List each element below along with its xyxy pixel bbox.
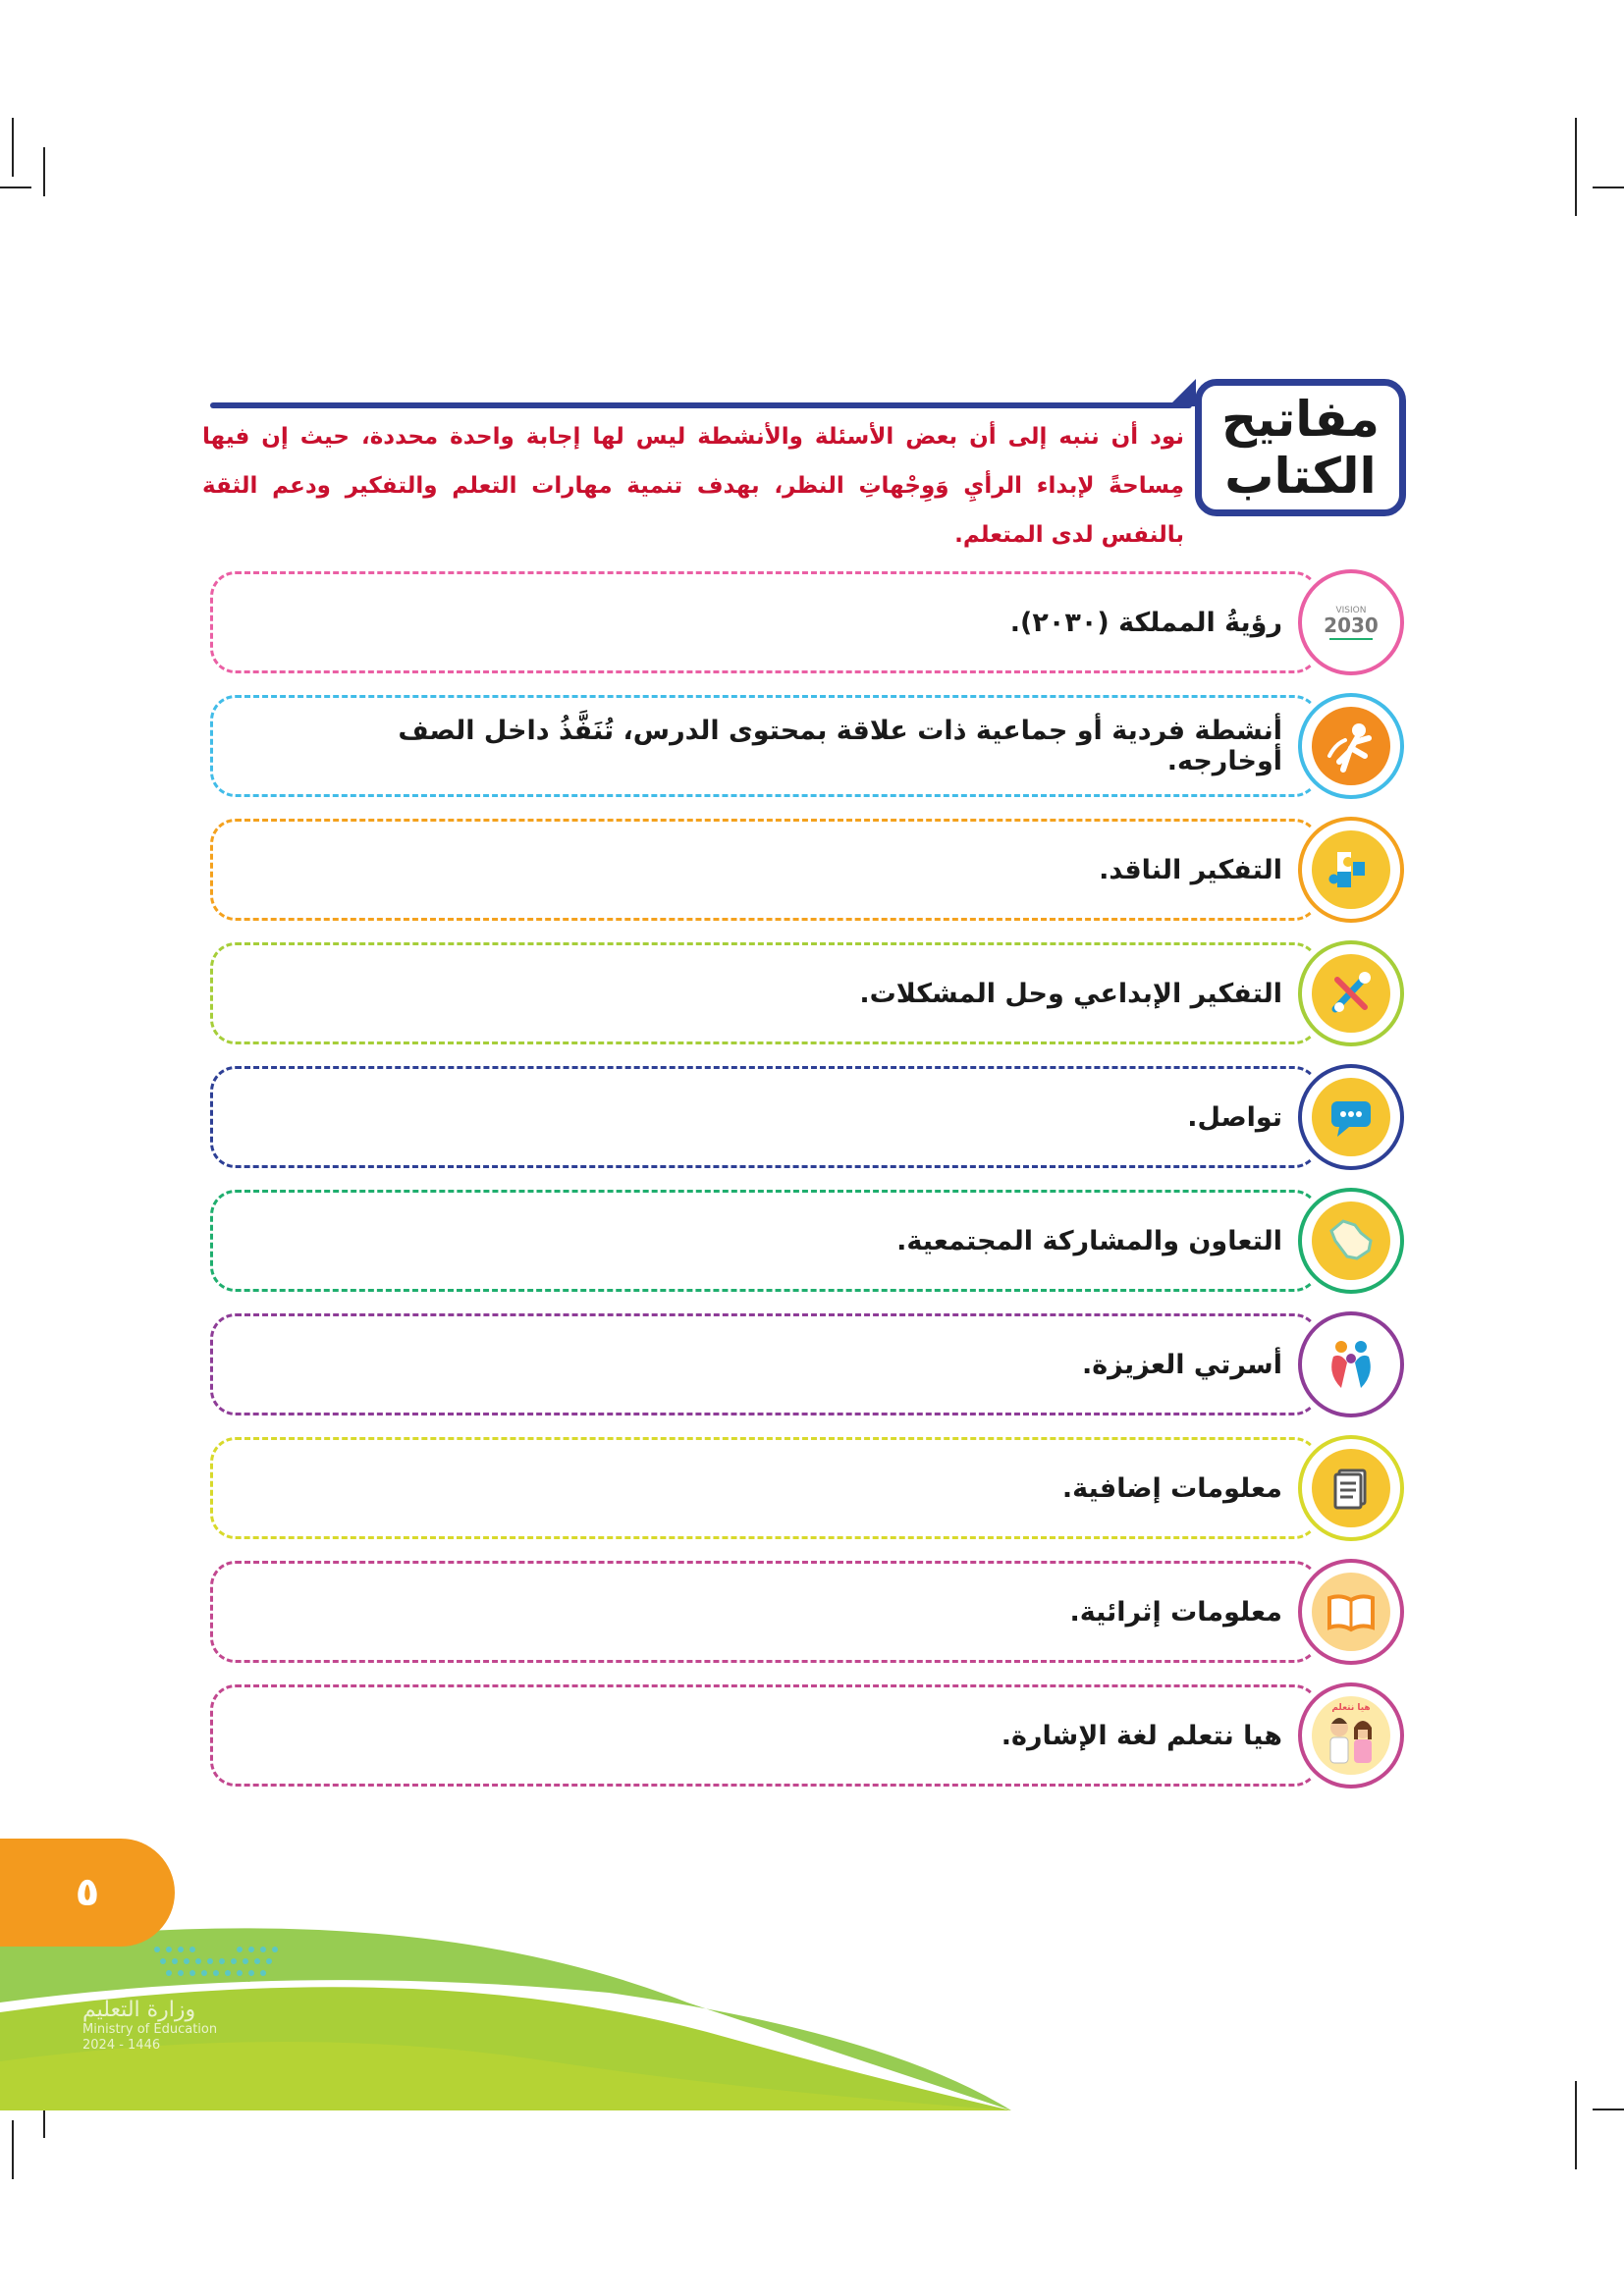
icon-badge <box>1298 693 1404 799</box>
section-title-box <box>1195 379 1406 516</box>
item-label: أسرتي العزيزة. <box>1081 1349 1282 1380</box>
crop-mark <box>1593 187 1624 188</box>
item-label: التفكير الإبداعي وحل المشكلات. <box>859 978 1282 1009</box>
list-item <box>210 695 1408 801</box>
puzzle-icon <box>1324 842 1379 897</box>
vision-logo-year: 2030 <box>1324 614 1379 637</box>
icon-badge <box>1298 1064 1404 1170</box>
page-number-text: ٥ <box>75 1870 100 1915</box>
page-number <box>0 1839 175 1947</box>
icon-badge <box>1298 1311 1404 1417</box>
item-label: التعاون والمشاركة المجتمعية. <box>896 1225 1282 1256</box>
list-item <box>210 1190 1408 1296</box>
saudi-map-icon <box>1322 1211 1380 1270</box>
item-label: أنشطة فردية أو جماعية ذات علاقة بمحتوى الدرس، تُنَفَّذُ داخل الصف أوخارجه. <box>398 716 1282 776</box>
icon-badge <box>1298 940 1404 1046</box>
crop-mark <box>43 147 45 196</box>
list-item <box>210 1066 1408 1172</box>
icon-badge <box>1298 1559 1404 1665</box>
list-item <box>210 1561 1408 1667</box>
tools-icon <box>1324 966 1379 1021</box>
icon-badge <box>1298 1435 1404 1541</box>
chat-bubble-icon <box>1324 1090 1379 1145</box>
sign-badge-text: هيا نتعلم <box>1331 1703 1371 1713</box>
vision-2030-logo <box>1312 583 1390 662</box>
ministry-logo-dots <box>147 1942 295 1981</box>
item-label: معلومات إثرائية. <box>1069 1596 1282 1628</box>
section-title-line2: الكتاب <box>1224 448 1377 505</box>
edition-year: 2024 - 1446 <box>82 2038 161 2053</box>
item-label: رؤيةُ المملكة (٢٠٣٠). <box>1009 607 1282 638</box>
icon-badge <box>1298 569 1404 675</box>
intro-paragraph: نود أن ننبه إلى أن بعض الأسئلة والأنشطة ليس لها إجابة واحدة محددة، حيث إن فيها مِساحةً لإبداء الرأيِ وَوِجْهاتِ النظر، بهدف تنمية مهارات التعلم والتفكير ودعم الثقة بالنفس لدى المتعلم. <box>202 424 1184 548</box>
icon-badge <box>1298 1188 1404 1294</box>
activity-figure-icon <box>1322 717 1380 775</box>
crop-mark <box>0 187 31 188</box>
icon-badge <box>1298 817 1404 923</box>
list-item <box>210 942 1408 1048</box>
list-item <box>210 1313 1408 1419</box>
list-item <box>210 1684 1408 1790</box>
vision-logo-word: VISION <box>1335 606 1367 615</box>
section-title-line1: مفاتيح <box>1221 391 1380 448</box>
icon-badge <box>1298 1682 1404 1789</box>
notes-icon <box>1324 1461 1379 1516</box>
crop-mark <box>12 118 14 177</box>
ministry-name-ar: وزارة التعليم <box>82 1998 196 2022</box>
open-book-icon <box>1322 1582 1380 1641</box>
item-label: التفكير الناقد. <box>1099 854 1282 885</box>
sign-language-icon <box>1312 1696 1390 1775</box>
item-label: هيا نتعلم لغة الإشارة. <box>1001 1720 1282 1751</box>
ministry-watermark <box>82 1999 249 2054</box>
item-label: تواصل. <box>1187 1101 1282 1133</box>
item-label: معلومات إضافية. <box>1061 1472 1282 1504</box>
family-icon <box>1320 1333 1382 1396</box>
crop-mark <box>1575 118 1577 216</box>
list-item <box>210 571 1408 677</box>
header-rule <box>210 402 1192 408</box>
list-item <box>210 819 1408 925</box>
list-item <box>210 1437 1408 1543</box>
ministry-name-en: Ministry of Education <box>82 2022 218 2037</box>
